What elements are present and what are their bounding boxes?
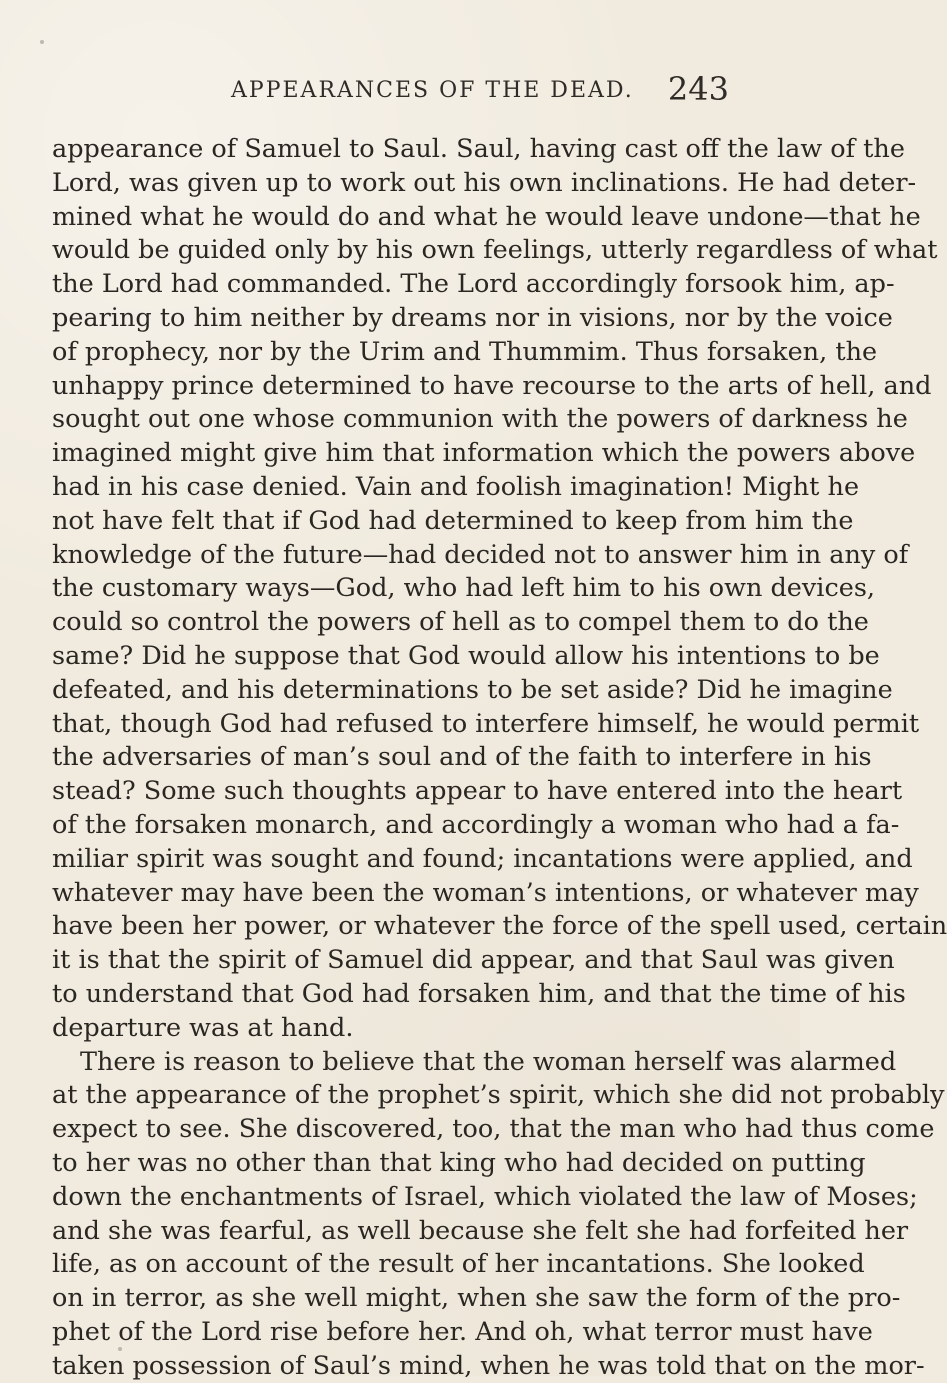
running-title: APPEARANCES OF THE DEAD. xyxy=(231,78,634,103)
text-line: at the appearance of the prophet’s spirit, which she did not probably xyxy=(52,1080,945,1111)
body-text xyxy=(52,133,947,1383)
text-line: life, as on account of the result of her incantations. She looked xyxy=(52,1249,865,1280)
page-number: 243 xyxy=(667,70,729,108)
text-line: of prophecy, nor by the Urim and Thummim. Thus forsaken, the xyxy=(52,336,878,367)
text-line: miliar spirit was sought and found; incantations were applied, and xyxy=(52,843,913,874)
text-line: pearing to him neither by dreams nor in visions, nor by the voice xyxy=(52,302,893,333)
paragraph-2 xyxy=(52,1046,945,1383)
text-line: There is reason to believe that the woman herself was alarmed xyxy=(80,1046,897,1077)
text-line: knowledge of the future—had decided not to answer him in any of xyxy=(52,539,909,570)
text-line: imagined might give him that information which the powers above xyxy=(52,438,916,469)
text-line: expect to see. She discovered, too, that the man who had thus come xyxy=(52,1114,935,1145)
paragraph-1 xyxy=(52,133,947,1046)
paper-speck xyxy=(118,1347,122,1351)
text-line: on in terror, as she well might, when she saw the form of the pro- xyxy=(52,1283,901,1314)
text-line: defeated, and his determinations to be set aside? Did he imagine xyxy=(52,674,893,705)
text-line: taken possession of Saul’s mind, when he was told that on the mor- xyxy=(52,1350,925,1381)
text-line: to her was no other than that king who had decided on putting xyxy=(52,1147,866,1178)
text-line: would be guided only by his own feelings, utterly regardless of what xyxy=(52,235,938,266)
text-line: appearance of Samuel to Saul. Saul, having cast off the law of the xyxy=(52,134,905,164)
text-line: to understand that God had forsaken him, and that the time of his xyxy=(52,978,906,1009)
running-head xyxy=(0,70,800,110)
text-line: and she was fearful, as well because she felt she had forfeited her xyxy=(52,1215,909,1246)
paper-speck xyxy=(251,1158,255,1162)
text-line: not have felt that if God had determined to keep from him the xyxy=(52,505,854,536)
text-line: stead? Some such thoughts appear to have entered into the heart xyxy=(52,776,903,807)
text-line: that, though God had refused to interfere himself, he would permit xyxy=(52,708,920,739)
text-line: the customary ways—God, who had left him to his own devices, xyxy=(52,573,876,604)
text-line: have been her power, or whatever the force of the spell used, certain xyxy=(52,911,947,942)
text-line: whatever may have been the woman’s intentions, or whatever may xyxy=(52,877,919,908)
text-line: same? Did he suppose that God would allow his intentions to be xyxy=(52,640,880,671)
text-line: the Lord had commanded. The Lord accordingly forsook him, ap- xyxy=(52,269,895,300)
text-line: had in his case denied. Vain and foolish imagination! Might he xyxy=(52,471,860,502)
text-line: of the forsaken monarch, and accordingly a woman who had a fa- xyxy=(52,809,900,840)
text-line: could so control the powers of hell as to compel them to do the xyxy=(52,607,869,638)
text-line: unhappy prince determined to have recourse to the arts of hell, and xyxy=(52,370,932,401)
paper-speck xyxy=(40,40,44,44)
text-line: Lord, was given up to work out his own inclinations. He had deter- xyxy=(52,167,917,198)
text-line: mined what he would do and what he would leave undone—that he xyxy=(52,201,921,232)
text-line: phet of the Lord rise before her. And oh, what terror must have xyxy=(52,1316,873,1347)
text-line: the adversaries of man’s soul and of the faith to interfere in his xyxy=(52,742,872,773)
text-line: down the enchantments of Israel, which violated the law of Moses; xyxy=(52,1181,918,1212)
text-line: sought out one whose communion with the powers of darkness he xyxy=(52,404,908,435)
text-line: it is that the spirit of Samuel did appear, and that Saul was given xyxy=(52,945,895,976)
text-line: departure was at hand. xyxy=(52,1012,354,1043)
